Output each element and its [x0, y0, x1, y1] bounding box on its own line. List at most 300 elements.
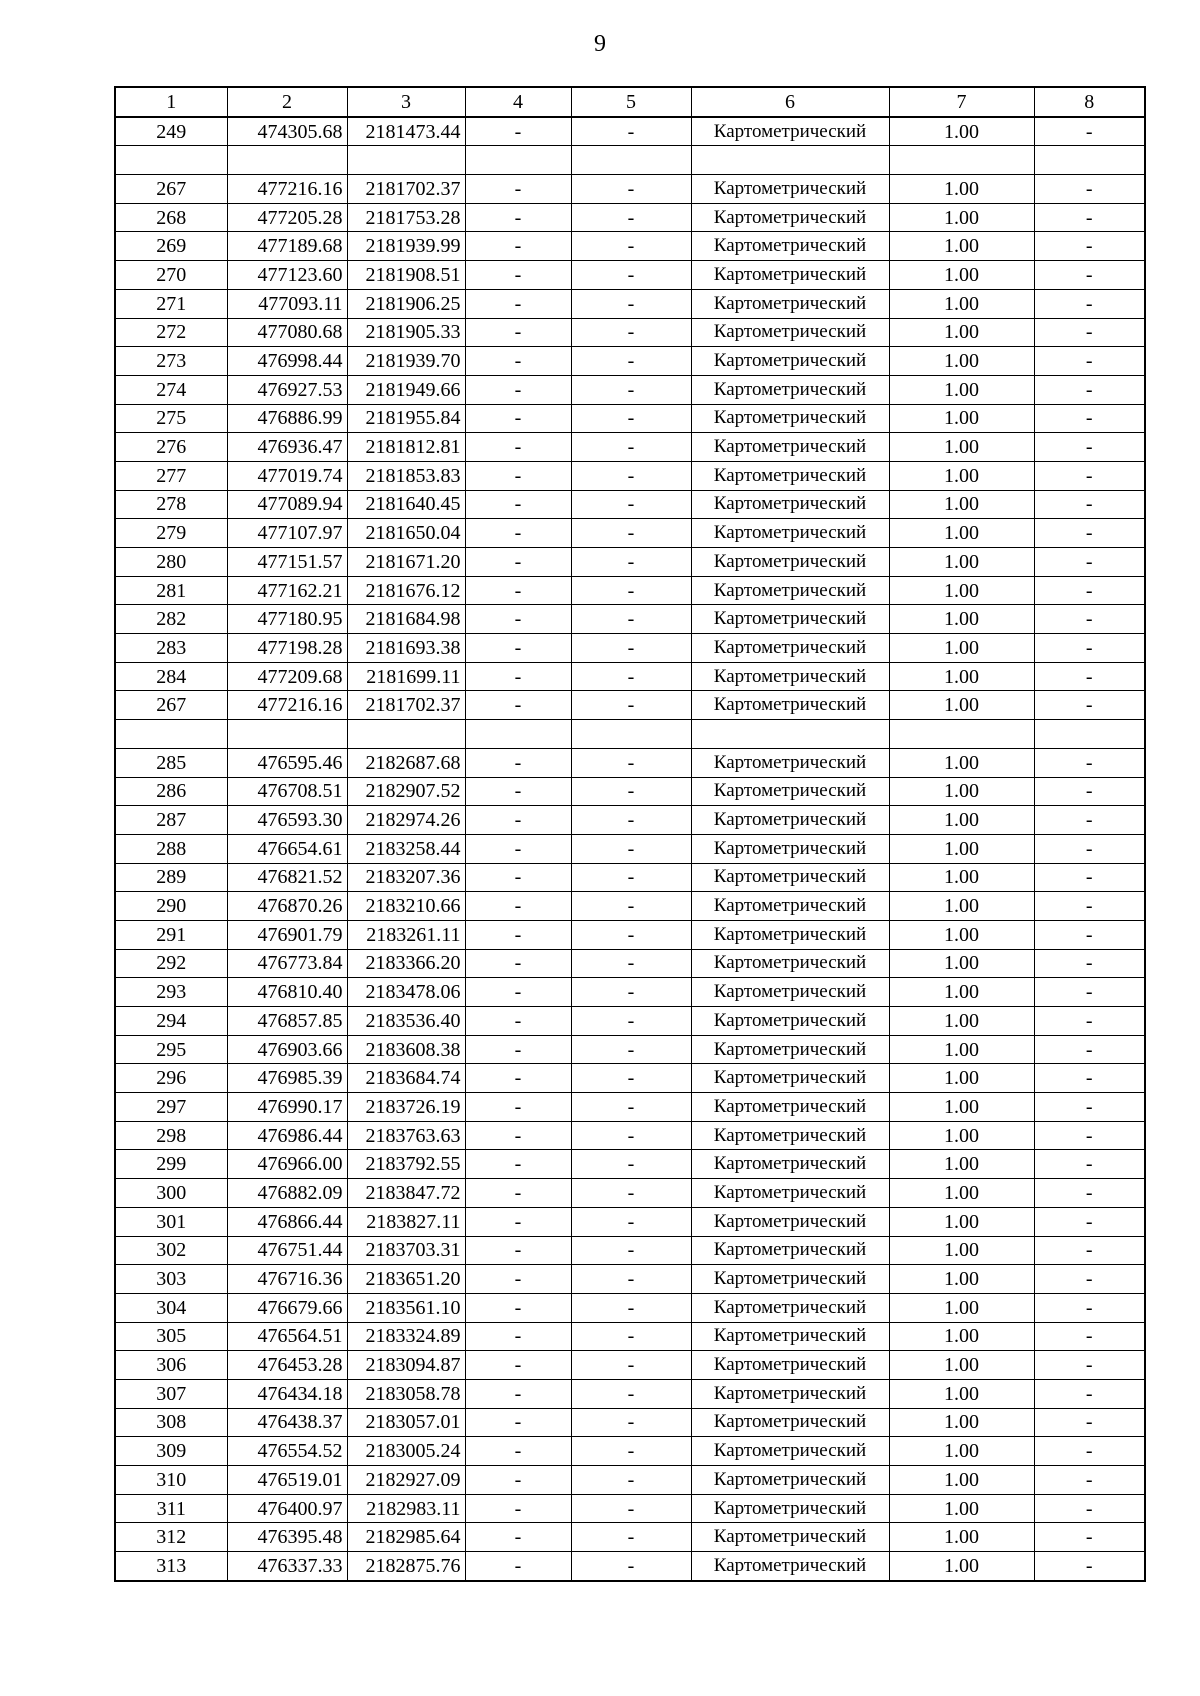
- table-cell-col-5: -: [571, 1207, 691, 1236]
- table-cell-col-4: -: [465, 175, 571, 204]
- table-cell-col-8: -: [1034, 461, 1145, 490]
- column-header-6: 6: [691, 87, 889, 117]
- table-cell-col-5: -: [571, 1379, 691, 1408]
- column-header-2: 2: [227, 87, 347, 117]
- table-cell-col-3: 2181908.51: [347, 261, 465, 290]
- table-cell-col-7: 1.00: [889, 117, 1034, 146]
- table-cell-col-8: -: [1034, 1236, 1145, 1265]
- table-cell-col-1: 289: [115, 863, 227, 892]
- table-cell-col-1: 298: [115, 1121, 227, 1150]
- table-row: [115, 1408, 1145, 1437]
- table-row: [115, 1265, 1145, 1294]
- table-cell-col-4: -: [465, 117, 571, 146]
- table-cell-col-3: 2182875.76: [347, 1552, 465, 1581]
- table-cell-col-1: 300: [115, 1179, 227, 1208]
- table-cell-col-4: -: [465, 777, 571, 806]
- table-row: [115, 347, 1145, 376]
- table-cell-col-4: -: [465, 605, 571, 634]
- table-row: [115, 748, 1145, 777]
- table-cell-col-3: 2183847.72: [347, 1179, 465, 1208]
- table-cell-col-3: 2183258.44: [347, 834, 465, 863]
- table-row: [115, 777, 1145, 806]
- table-cell-col-5: -: [571, 748, 691, 777]
- table-row: [115, 404, 1145, 433]
- table-cell-col-7: 1.00: [889, 576, 1034, 605]
- table-cell-col-6: Картометрический: [691, 1293, 889, 1322]
- table-cell-col-8: -: [1034, 1351, 1145, 1380]
- table-cell-col-6: Картометрический: [691, 1093, 889, 1122]
- table-cell-col-5: -: [571, 1437, 691, 1466]
- table-cell-col-7: 1.00: [889, 433, 1034, 462]
- table-cell-col-3: 2181812.81: [347, 433, 465, 462]
- table-cell-col-5: -: [571, 806, 691, 835]
- table-cell-col-1: 302: [115, 1236, 227, 1265]
- table-cell-col-8: -: [1034, 490, 1145, 519]
- table-cell-col-3: 2183763.63: [347, 1121, 465, 1150]
- table-cell-col-2: 477019.74: [227, 461, 347, 490]
- table-cell-col-6: Картометрический: [691, 375, 889, 404]
- table-cell-col-4: -: [465, 347, 571, 376]
- table-cell-col-1: 269: [115, 232, 227, 261]
- table-cell-col-2: 476857.85: [227, 1007, 347, 1036]
- table-cell-col-5: -: [571, 1351, 691, 1380]
- table-cell-col-5: -: [571, 1322, 691, 1351]
- table-cell-col-8: [1034, 146, 1145, 175]
- table-cell-col-6: Картометрический: [691, 1437, 889, 1466]
- table-cell-col-6: Картометрический: [691, 634, 889, 663]
- table-cell-col-2: 476986.44: [227, 1121, 347, 1150]
- table-cell-col-6: Картометрический: [691, 834, 889, 863]
- table-cell-col-8: -: [1034, 433, 1145, 462]
- table-cell-col-7: 1.00: [889, 1322, 1034, 1351]
- table-cell-col-8: -: [1034, 404, 1145, 433]
- column-header-4: 4: [465, 87, 571, 117]
- table-row: [115, 519, 1145, 548]
- table-cell-col-5: -: [571, 375, 691, 404]
- table-cell-col-7: 1.00: [889, 634, 1034, 663]
- table-cell-col-4: -: [465, 863, 571, 892]
- table-cell-col-8: -: [1034, 1035, 1145, 1064]
- table-row: [115, 1007, 1145, 1036]
- table-row: [115, 289, 1145, 318]
- table-cell-col-7: 1.00: [889, 1293, 1034, 1322]
- table-cell-col-4: -: [465, 490, 571, 519]
- table-cell-col-1: 273: [115, 347, 227, 376]
- table-cell-col-5: -: [571, 490, 691, 519]
- table-cell-col-1: 296: [115, 1064, 227, 1093]
- table-cell-col-1: 297: [115, 1093, 227, 1122]
- table-cell-col-4: -: [465, 261, 571, 290]
- column-header-5: 5: [571, 87, 691, 117]
- table-row: [115, 1552, 1145, 1581]
- table-row: [115, 1121, 1145, 1150]
- table-cell-col-2: 476593.30: [227, 806, 347, 835]
- table-cell-col-7: 1.00: [889, 1466, 1034, 1495]
- table-row: [115, 1150, 1145, 1179]
- column-header-1: 1: [115, 87, 227, 117]
- table-cell-col-2: 477198.28: [227, 634, 347, 663]
- table-cell-col-8: -: [1034, 1150, 1145, 1179]
- table-cell-col-3: 2183094.87: [347, 1351, 465, 1380]
- table-cell-col-2: 476903.66: [227, 1035, 347, 1064]
- table-cell-col-7: 1.00: [889, 375, 1034, 404]
- table-cell-col-4: -: [465, 1523, 571, 1552]
- table-cell-col-5: -: [571, 1064, 691, 1093]
- table-cell-col-5: -: [571, 117, 691, 146]
- table-cell-col-6: Картометрический: [691, 1265, 889, 1294]
- table-cell-col-7: 1.00: [889, 777, 1034, 806]
- table-cell-col-8: -: [1034, 1552, 1145, 1581]
- table-cell-col-5: -: [571, 1293, 691, 1322]
- table-cell-col-1: 272: [115, 318, 227, 347]
- table-cell-col-7: 1.00: [889, 347, 1034, 376]
- table-cell-col-2: 477093.11: [227, 289, 347, 318]
- table-cell-col-7: 1.00: [889, 404, 1034, 433]
- table-cell-col-2: 476810.40: [227, 978, 347, 1007]
- table-cell-col-1: 307: [115, 1379, 227, 1408]
- table-cell-col-6: Картометрический: [691, 806, 889, 835]
- table-cell-col-2: 477162.21: [227, 576, 347, 605]
- table-cell-col-8: -: [1034, 1207, 1145, 1236]
- table-cell-col-6: Картометрический: [691, 461, 889, 490]
- table-cell-col-3: 2182907.52: [347, 777, 465, 806]
- table-row: [115, 1351, 1145, 1380]
- table-cell-col-6: Картометрический: [691, 748, 889, 777]
- table-row: [115, 634, 1145, 663]
- table-cell-col-4: -: [465, 634, 571, 663]
- table-cell-col-4: -: [465, 1494, 571, 1523]
- table-cell-col-1: 306: [115, 1351, 227, 1380]
- table-cell-col-8: -: [1034, 318, 1145, 347]
- table-cell-col-5: [571, 720, 691, 749]
- table-cell-col-6: Картометрический: [691, 548, 889, 577]
- table-cell-col-4: -: [465, 1379, 571, 1408]
- table-cell-col-2: 476434.18: [227, 1379, 347, 1408]
- table-cell-col-2: 476654.61: [227, 834, 347, 863]
- table-cell-col-4: -: [465, 1179, 571, 1208]
- table-cell-col-1: 270: [115, 261, 227, 290]
- table-cell-col-2: 476886.99: [227, 404, 347, 433]
- table-cell-col-2: 477107.97: [227, 519, 347, 548]
- table-row: [115, 892, 1145, 921]
- table-cell-col-3: [347, 146, 465, 175]
- table-cell-col-5: -: [571, 1035, 691, 1064]
- table-row: [115, 1035, 1145, 1064]
- table-cell-col-7: 1.00: [889, 1379, 1034, 1408]
- table-row: [115, 1322, 1145, 1351]
- table-cell-col-7: 1.00: [889, 1064, 1034, 1093]
- table-cell-col-5: -: [571, 232, 691, 261]
- table-cell-col-2: 477216.16: [227, 691, 347, 720]
- table-cell-col-1: 286: [115, 777, 227, 806]
- table-cell-col-5: -: [571, 347, 691, 376]
- table-cell-col-4: -: [465, 1408, 571, 1437]
- table-cell-col-5: -: [571, 605, 691, 634]
- table-cell-col-6: Картометрический: [691, 691, 889, 720]
- table-cell-col-3: 2181906.25: [347, 289, 465, 318]
- table-cell-col-5: -: [571, 1466, 691, 1495]
- table-cell-col-6: Картометрический: [691, 576, 889, 605]
- table-cell-col-2: 477189.68: [227, 232, 347, 261]
- table-cell-col-8: -: [1034, 691, 1145, 720]
- table-cell-col-1: 280: [115, 548, 227, 577]
- table-cell-col-8: -: [1034, 1179, 1145, 1208]
- table-cell-col-5: -: [571, 289, 691, 318]
- table-cell-col-8: -: [1034, 777, 1145, 806]
- table-cell-col-2: 477089.94: [227, 490, 347, 519]
- table-row: [115, 203, 1145, 232]
- table-row: [115, 1064, 1145, 1093]
- table-cell-col-1: 301: [115, 1207, 227, 1236]
- table-cell-col-7: [889, 720, 1034, 749]
- table-cell-col-7: 1.00: [889, 1494, 1034, 1523]
- table-cell-col-1: 267: [115, 175, 227, 204]
- table-cell-col-8: -: [1034, 203, 1145, 232]
- table-cell-col-2: 476936.47: [227, 433, 347, 462]
- table-cell-col-3: 2181905.33: [347, 318, 465, 347]
- table-cell-col-5: -: [571, 863, 691, 892]
- table-cell-col-7: 1.00: [889, 548, 1034, 577]
- table-cell-col-1: 291: [115, 920, 227, 949]
- table-cell-col-7: 1.00: [889, 748, 1034, 777]
- table-cell-col-4: [465, 720, 571, 749]
- table-cell-col-8: -: [1034, 261, 1145, 290]
- table-cell-col-8: -: [1034, 892, 1145, 921]
- table-row: [115, 662, 1145, 691]
- table-row: [115, 232, 1145, 261]
- table-cell-col-7: [889, 146, 1034, 175]
- table-cell-col-1: [115, 146, 227, 175]
- table-cell-col-5: -: [571, 691, 691, 720]
- table-cell-col-4: -: [465, 289, 571, 318]
- table-cell-col-5: -: [571, 920, 691, 949]
- table-cell-col-5: -: [571, 404, 691, 433]
- table-cell-col-6: Картометрический: [691, 662, 889, 691]
- table-cell-col-7: 1.00: [889, 261, 1034, 290]
- table-cell-col-3: 2183057.01: [347, 1408, 465, 1437]
- table-row: [115, 261, 1145, 290]
- table-cell-col-6: Картометрический: [691, 261, 889, 290]
- table-cell-col-3: 2183703.31: [347, 1236, 465, 1265]
- table-cell-col-2: 476438.37: [227, 1408, 347, 1437]
- table-cell-col-5: -: [571, 433, 691, 462]
- table-cell-col-8: -: [1034, 519, 1145, 548]
- table-row: [115, 834, 1145, 863]
- table-cell-col-6: Картометрический: [691, 1523, 889, 1552]
- table-cell-col-1: 288: [115, 834, 227, 863]
- table-cell-col-6: Картометрический: [691, 289, 889, 318]
- table-row: [115, 863, 1145, 892]
- table-cell-col-5: -: [571, 519, 691, 548]
- table-cell-col-3: 2181640.45: [347, 490, 465, 519]
- table-cell-col-5: -: [571, 203, 691, 232]
- table-cell-col-6: Картометрический: [691, 1552, 889, 1581]
- table-cell-col-8: -: [1034, 1293, 1145, 1322]
- table-cell-col-2: 476751.44: [227, 1236, 347, 1265]
- table-cell-col-1: 268: [115, 203, 227, 232]
- table-cell-col-2: 476882.09: [227, 1179, 347, 1208]
- table-cell-col-6: Картометрический: [691, 1207, 889, 1236]
- table-cell-col-2: 476337.33: [227, 1552, 347, 1581]
- table-cell-col-6: Картометрический: [691, 519, 889, 548]
- table-cell-col-3: 2183792.55: [347, 1150, 465, 1179]
- table-cell-col-4: -: [465, 1351, 571, 1380]
- table-cell-col-6: Картометрический: [691, 949, 889, 978]
- table-cell-col-1: 267: [115, 691, 227, 720]
- table-cell-col-2: 476866.44: [227, 1207, 347, 1236]
- table-row: [115, 117, 1145, 146]
- table-cell-col-5: -: [571, 892, 691, 921]
- table-cell-col-8: [1034, 720, 1145, 749]
- table-cell-col-3: 2183366.20: [347, 949, 465, 978]
- table-cell-col-5: -: [571, 634, 691, 663]
- table-cell-col-7: 1.00: [889, 1552, 1034, 1581]
- table-cell-col-4: -: [465, 1265, 571, 1294]
- table-cell-col-6: Картометрический: [691, 1408, 889, 1437]
- table-cell-col-7: 1.00: [889, 662, 1034, 691]
- table-cell-col-8: -: [1034, 1064, 1145, 1093]
- table-cell-col-8: -: [1034, 978, 1145, 1007]
- table-cell-col-3: 2181949.66: [347, 375, 465, 404]
- table-header-row: [115, 87, 1145, 117]
- table-cell-col-5: -: [571, 1179, 691, 1208]
- table-cell-col-4: -: [465, 806, 571, 835]
- table-cell-col-2: 476400.97: [227, 1494, 347, 1523]
- table-cell-col-8: -: [1034, 662, 1145, 691]
- table-cell-col-6: Картометрический: [691, 777, 889, 806]
- table-cell-col-5: -: [571, 1552, 691, 1581]
- table-row: [115, 1293, 1145, 1322]
- table-cell-col-2: 477123.60: [227, 261, 347, 290]
- table-cell-col-2: 476679.66: [227, 1293, 347, 1322]
- table-cell-col-7: 1.00: [889, 978, 1034, 1007]
- table-cell-col-7: 1.00: [889, 920, 1034, 949]
- table-cell-col-5: -: [571, 175, 691, 204]
- table-cell-col-5: -: [571, 1236, 691, 1265]
- table-cell-col-6: Картометрический: [691, 892, 889, 921]
- table-cell-col-6: Картометрический: [691, 175, 889, 204]
- table-cell-col-6: Картометрический: [691, 1179, 889, 1208]
- table-cell-col-2: 474305.68: [227, 117, 347, 146]
- table-cell-col-7: 1.00: [889, 1351, 1034, 1380]
- table-cell-col-6: Картометрический: [691, 318, 889, 347]
- table-cell-col-4: -: [465, 662, 571, 691]
- column-header-8: 8: [1034, 87, 1145, 117]
- table-row: [115, 720, 1145, 749]
- table-cell-col-3: 2181939.70: [347, 347, 465, 376]
- table-cell-col-2: 476985.39: [227, 1064, 347, 1093]
- table-cell-col-5: -: [571, 1121, 691, 1150]
- table-row: [115, 1179, 1145, 1208]
- table-cell-col-6: Картометрический: [691, 863, 889, 892]
- table-row: [115, 691, 1145, 720]
- table-row: [115, 548, 1145, 577]
- table-cell-col-5: -: [571, 1265, 691, 1294]
- table-cell-col-4: [465, 146, 571, 175]
- table-cell-col-3: 2181650.04: [347, 519, 465, 548]
- table-cell-col-1: 292: [115, 949, 227, 978]
- table-cell-col-1: 277: [115, 461, 227, 490]
- table-cell-col-4: -: [465, 1064, 571, 1093]
- table-row: [115, 949, 1145, 978]
- table-cell-col-5: -: [571, 1150, 691, 1179]
- table-row: [115, 461, 1145, 490]
- table-cell-col-3: 2181939.99: [347, 232, 465, 261]
- table-cell-col-3: 2183827.11: [347, 1207, 465, 1236]
- table-cell-col-2: 477080.68: [227, 318, 347, 347]
- table-cell-col-2: 477180.95: [227, 605, 347, 634]
- table-cell-col-4: -: [465, 1322, 571, 1351]
- table-cell-col-4: -: [465, 748, 571, 777]
- table-cell-col-8: -: [1034, 117, 1145, 146]
- table-cell-col-8: -: [1034, 1466, 1145, 1495]
- table-row: [115, 490, 1145, 519]
- table-cell-col-4: -: [465, 375, 571, 404]
- table-cell-col-4: -: [465, 1466, 571, 1495]
- table-cell-col-1: 275: [115, 404, 227, 433]
- table-cell-col-8: -: [1034, 1265, 1145, 1294]
- table-cell-col-6: Картометрический: [691, 1351, 889, 1380]
- table-cell-col-2: 477205.28: [227, 203, 347, 232]
- table-cell-col-3: 2183536.40: [347, 1007, 465, 1036]
- table-cell-col-2: 476927.53: [227, 375, 347, 404]
- table-cell-col-2: 476564.51: [227, 1322, 347, 1351]
- coordinates-table: [114, 86, 1146, 1582]
- column-header-3: 3: [347, 87, 465, 117]
- table-cell-col-1: 285: [115, 748, 227, 777]
- table-cell-col-6: Картометрический: [691, 1379, 889, 1408]
- table-cell-col-8: -: [1034, 949, 1145, 978]
- table-cell-col-6: Картометрический: [691, 1064, 889, 1093]
- table-cell-col-4: -: [465, 404, 571, 433]
- table-cell-col-1: 284: [115, 662, 227, 691]
- table-cell-col-5: -: [571, 1093, 691, 1122]
- table-cell-col-3: 2181473.44: [347, 117, 465, 146]
- table-cell-col-8: -: [1034, 1322, 1145, 1351]
- table-cell-col-6: Картометрический: [691, 1150, 889, 1179]
- table-cell-col-7: 1.00: [889, 175, 1034, 204]
- table-cell-col-8: -: [1034, 634, 1145, 663]
- table-cell-col-7: 1.00: [889, 1523, 1034, 1552]
- table-cell-col-6: [691, 720, 889, 749]
- table-cell-col-4: -: [465, 892, 571, 921]
- table-cell-col-7: 1.00: [889, 1437, 1034, 1466]
- table-cell-col-3: 2183478.06: [347, 978, 465, 1007]
- table-cell-col-6: Картометрический: [691, 1322, 889, 1351]
- table-row: [115, 1437, 1145, 1466]
- table-cell-col-3: 2181693.38: [347, 634, 465, 663]
- table-cell-col-4: -: [465, 1293, 571, 1322]
- table-cell-col-4: -: [465, 834, 571, 863]
- table-cell-col-7: 1.00: [889, 605, 1034, 634]
- table-cell-col-4: -: [465, 203, 571, 232]
- table-row: [115, 978, 1145, 1007]
- table-cell-col-6: Картометрический: [691, 1121, 889, 1150]
- table-cell-col-5: [571, 146, 691, 175]
- table-cell-col-1: 313: [115, 1552, 227, 1581]
- table-cell-col-2: 476990.17: [227, 1093, 347, 1122]
- table-cell-col-6: Картометрический: [691, 117, 889, 146]
- table-cell-col-4: -: [465, 1437, 571, 1466]
- table-cell-col-6: Картометрический: [691, 1007, 889, 1036]
- table-cell-col-5: -: [571, 834, 691, 863]
- table-cell-col-4: -: [465, 1007, 571, 1036]
- table-cell-col-1: 281: [115, 576, 227, 605]
- page-number: 9: [594, 31, 606, 57]
- table-cell-col-2: 477209.68: [227, 662, 347, 691]
- table-cell-col-4: -: [465, 548, 571, 577]
- table-cell-col-7: 1.00: [889, 1121, 1034, 1150]
